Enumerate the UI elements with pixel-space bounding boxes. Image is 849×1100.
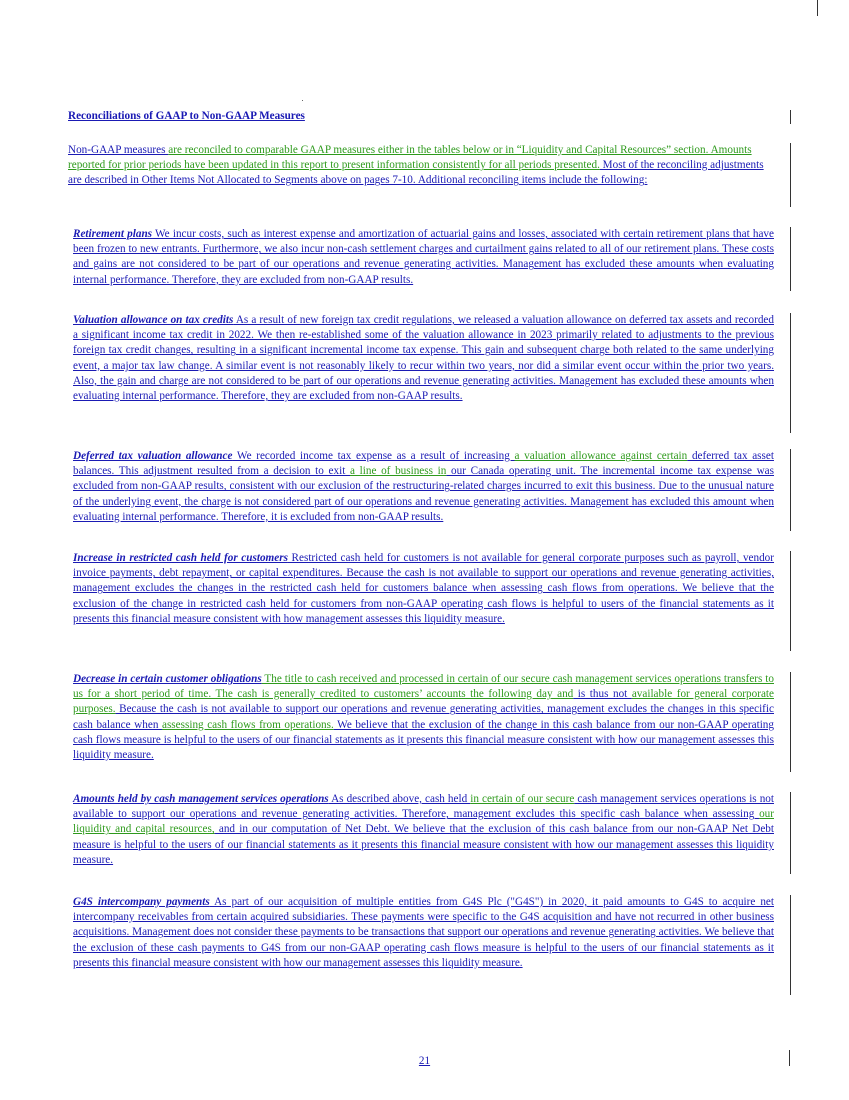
change-bar xyxy=(790,551,791,651)
g4s-payments-title: G4S intercompany payments xyxy=(73,896,210,908)
cash-management-paragraph xyxy=(73,792,774,868)
customer-obligations-text-4: available for general corporate purposes. xyxy=(73,688,774,716)
restricted-cash-title: Increase in restricted cash held for customers xyxy=(73,552,288,564)
customer-obligations-text-6: assessing cash flows from operations. xyxy=(161,718,334,731)
intro-text-2: are reconciled to comparable GAAP measures xyxy=(168,144,376,156)
intro-text-4: Most of the reconciling adjustments are described in Other Items Not Allocated to Segments above on pages 7-10. Additional reconciling items include the following: xyxy=(68,159,764,187)
change-bar xyxy=(817,0,818,16)
deferred-tax-text-1: We recorded income tax expense as a result of increasing xyxy=(232,450,515,462)
g4s-payments-paragraph xyxy=(73,895,774,971)
cash-management-text-5: and in our computation of Net Debt. We believe that the exclusion of this cash balance from our non-GAAP Net Debt measure is helpful to the users of our financial statements as it presents this financial measure consistent with how our management assesses this liquidity measure. xyxy=(73,823,774,866)
customer-obligations-text-1: The title xyxy=(261,673,305,685)
g4s-payments-body: As part of our acquisition of multiple entities from G4S Plc ("G4S") in 2020, it paid amounts to G4S to acquire net intercompany receivables from certain acquired subsidiaries. These payments were specific to the G4S acquisition and have not recurred in other business acquisitions. Management does not consider these payments to be transactions that support our operations and revenue generating activities. We believe that the exclusion of these cash payments to G4S from our non-GAAP operating cash flows measure is helpful to the users of our financial statements as it presents this financial measure consistent with how our management assesses this liquidity measure. xyxy=(73,896,774,969)
change-bar xyxy=(790,143,791,207)
cash-management-text-1: As described above, cash held xyxy=(328,793,471,805)
cash-management-text-2: in certain of our secure xyxy=(470,793,575,805)
change-bar xyxy=(790,449,791,531)
valuation-allowance-body: As a result of new foreign tax credit regulations, we released a valuation allowance on deferred tax assets and recorded a significant income tax credit in 2022. We then re-established some of the valuation allowance in 2023 primarily related to adjustments to the previous foreign tax credit changes, resulting in a significant incremental income tax expense. This gain and subsequent charge both related to the same underlying event, a major tax law change. A similar event is not reasonably likely to recur within two years, nor did a similar event occur within the prior two years. Also, the gain and charge are not considered to be part of our operations and revenue generating activities. Management has excluded these amounts when evaluating internal performance. Therefore, they are excluded from non-GAAP results. xyxy=(73,314,774,403)
deferred-tax-text-2: a valuation allowance against certain xyxy=(514,450,688,462)
customer-obligations-text-5: Because the cash is not available to support our operations and revenue generating activities, management excludes the changes in this specific cash balance when xyxy=(73,703,774,731)
customer-obligations-paragraph xyxy=(73,672,774,763)
customer-obligations-text-2: to cash received and processed in certain of our secure cash management services operations transfers to us for a short period of time. The cash is generally credited to customers’ accounts the following day and xyxy=(73,673,774,701)
deferred-tax-text-4: a line of business in xyxy=(350,465,447,478)
intro-text-3: either in the tables below or in “Liquidity and Capital Resources” section. Amounts reported for prior periods have been updated in this report to present information consistently for all periods presented. xyxy=(68,144,752,172)
change-bar xyxy=(790,110,791,124)
stray-mark xyxy=(302,100,303,101)
valuation-allowance-paragraph xyxy=(73,313,774,404)
intro-text-1: Non-GAAP measures xyxy=(68,144,169,156)
intro-paragraph xyxy=(68,143,768,189)
change-bar xyxy=(790,672,791,772)
valuation-allowance-title: Valuation allowance on tax credits xyxy=(73,314,234,326)
cash-management-text-4: our liquidity and capital resources, xyxy=(73,808,774,836)
page-number[interactable]: 21 xyxy=(418,1055,431,1067)
customer-obligations-text-3: is thus not xyxy=(573,688,632,701)
retirement-plans-body: We incur costs, such as interest expense and amortization of actuarial gains and losses, associated with certain retirement plans that have been frozen to new entrants. Furthermore, we also incur non-cash settlement charges and curtailment gains related to all of our retirement plans. These costs and gains are not considered to be part of our operations and revenue generating activities. Management has excluded these amounts when evaluating internal performance. Therefore, they are excluded from non-GAAP results. xyxy=(73,228,774,286)
change-bar xyxy=(790,227,791,291)
change-bar xyxy=(789,1050,790,1066)
deferred-tax-text-5: our Canada operating unit. The incremental income tax expense was excluded from non-GAAP results, consistent with our exclusion of the restructuring-related charges incurred to exit this business. Due to the unusual nature of the underlying event, the charge is not considered part of our operations and revenue generating activities. Management has excluded this amount when evaluating internal performance. Therefore, it is excluded from non-GAAP results. xyxy=(73,465,774,523)
section-heading: Reconciliations of GAAP to Non-GAAP Measures xyxy=(68,110,305,122)
change-bar xyxy=(790,895,791,995)
change-bar xyxy=(790,792,791,874)
cash-management-text-3: cash management services operations is not available to support our operations and revenue generating activities. Therefore, management excludes this specific cash balance when assessing xyxy=(73,793,774,821)
restricted-cash-paragraph xyxy=(73,551,774,627)
change-bar xyxy=(790,313,791,433)
cash-management-title: Amounts held by cash management services operations xyxy=(73,793,329,805)
deferred-tax-paragraph xyxy=(73,449,774,525)
deferred-tax-title: Deferred tax valuation allowance xyxy=(73,450,233,462)
deferred-tax-text-3: deferred tax asset balances. This adjustment resulted from a decision to exit xyxy=(73,450,774,478)
retirement-plans-paragraph xyxy=(73,227,774,288)
retirement-plans-title: Retirement plans xyxy=(73,228,153,240)
customer-obligations-text-7: We believe that the exclusion of the change in this cash balance from our non-GAAP operating cash flows measure is helpful to the users of our financial statements as it presents this financial measure consistent with how our management assesses this liquidity measure. xyxy=(73,718,774,762)
restricted-cash-body: Restricted cash held for customers is not available for general corporate purposes such as payroll, vendor invoice payments, debt repayment, or capital expenditures. Because the cash is not available to support our operations and revenue generating activities, management excludes the changes in the restricted cash held for customers balance when assessing cash flows from operations. We believe that the exclusion of the change in restricted cash held for customers from non-GAAP operating cash flows is helpful to users of the financial statements as it presents this financial measure consistent with how management assesses this liquidity measure. xyxy=(73,552,775,625)
customer-obligations-title: Decrease in certain customer obligations xyxy=(73,673,262,685)
